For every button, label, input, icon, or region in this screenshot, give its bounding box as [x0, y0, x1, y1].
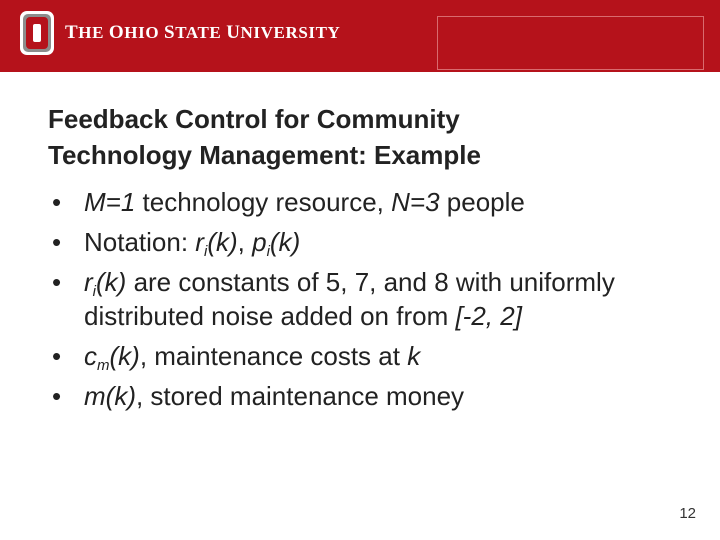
header-outline-box: [437, 16, 704, 70]
title-line-1: Feedback Control for Community: [48, 104, 460, 134]
header-bar: [0, 0, 720, 72]
bullet-list: [48, 185, 688, 419]
bullet-item-resources: • M=1 technology resource, N=3 people: [48, 185, 688, 219]
university-name: THE OHIO STATE UNIVERSITY: [65, 22, 341, 43]
bullet-item-maintenance-costs: • $c_m(k)$, maintenance costs at k: [48, 339, 688, 373]
title-line-2: Technology Management: Example: [48, 140, 481, 170]
bullet-item-constants: • $r_i(k)$ are constants of 5, 7, and 8 with uniformly distributed noise added on from [-2, 2]: [48, 265, 688, 333]
slide-title: [48, 101, 688, 173]
block-o-logo-icon: [20, 11, 54, 55]
bullet-item-notation: • Notation: $r_i(k)$, $p_i(k)$: [48, 225, 688, 259]
bullet-item-stored-money: • m(k), stored maintenance money: [48, 379, 688, 413]
page-number: 12: [679, 505, 696, 522]
